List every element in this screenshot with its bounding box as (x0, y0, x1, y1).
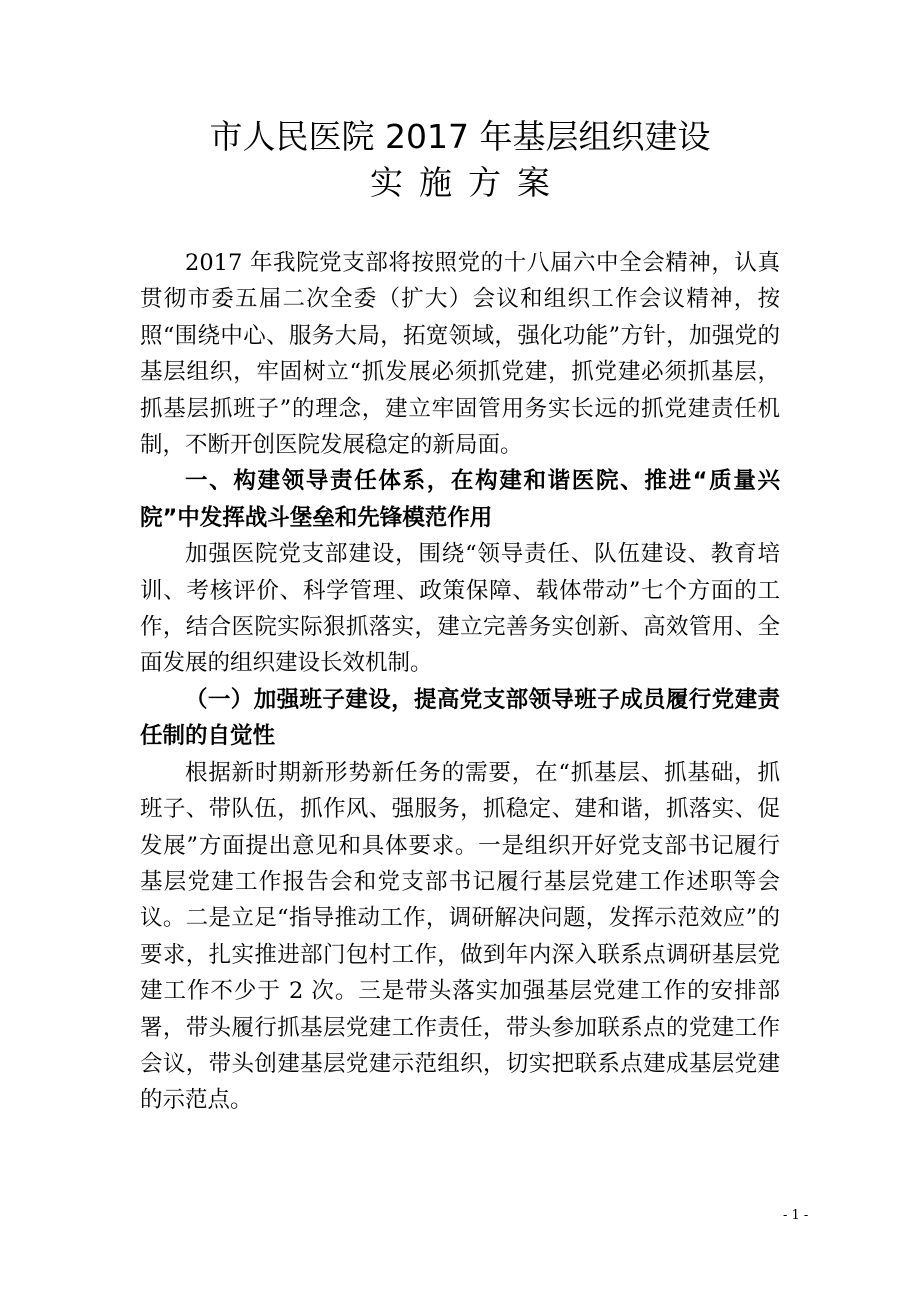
section-1-paragraph: 加强医院党支部建设，围绕“领导责任、队伍建设、教育培训、考核评价、科学管理、政策保障、载体带动”七个方面的工作，结合医院实际狠抓落实，建立完善务实创新、高效管用、全面发展的组织建设长效机制。 (140, 541, 780, 677)
section-heading-1: 一、构建领导责任体系，在构建和谐医院、推进“质量兴院”中发挥战斗堡垒和先锋模范作用 (140, 468, 780, 531)
document-subtitle: 实施方案 (370, 163, 566, 202)
subsection-1-paragraph: 根据新时期新形势新任务的需要，在“抓基层、抓基础，抓班子、带队伍，抓作风、强服务，抓稳定、建和谐，抓落实、促发展”方面提出意见和具体要求。一是组织开好党支部书记履行基层党建工作报告会和党支部书记履行基层党建工作述职等会议。二是立足“指导推动工作，调研解决问题，发挥示范效应”的要求，扎实推进部门包村工作，做到年内深入联系点调研基层党建工作不少于 2 次。三是带头落实加强基层党建工作的安排部署，带头履行抓基层党建工作责任，带头参加联系点的党建工作会议，带头创建基层党建示范组织，切实把联系点建成基层党建的示范点。 (140, 759, 780, 1114)
intro-paragraph: 2017 年我院党支部将按照党的十八届六中全会精神，认真贯彻市委五届二次全委（扩大）会议和组织工作会议精神，按照“围绕中心、服务大局，拓宽领域，强化功能”方针，加强党的基层组织，牢固树立“抓发展必须抓党建，抓党建必须抓基层，抓基层抓班子”的理念，建立牢固管用务实长远的抓党建责任机制，不断开创医院发展稳定的新局面。 (140, 250, 780, 459)
page-number: - 1 - (783, 1208, 809, 1223)
subsection-heading-1: （一）加强班子建设，提高党支部领导班子成员履行党建责任制的自觉性 (140, 686, 780, 750)
document-body (140, 245, 780, 1119)
document-title: 市人民医院 2017 年基层组织建设 (209, 117, 711, 156)
